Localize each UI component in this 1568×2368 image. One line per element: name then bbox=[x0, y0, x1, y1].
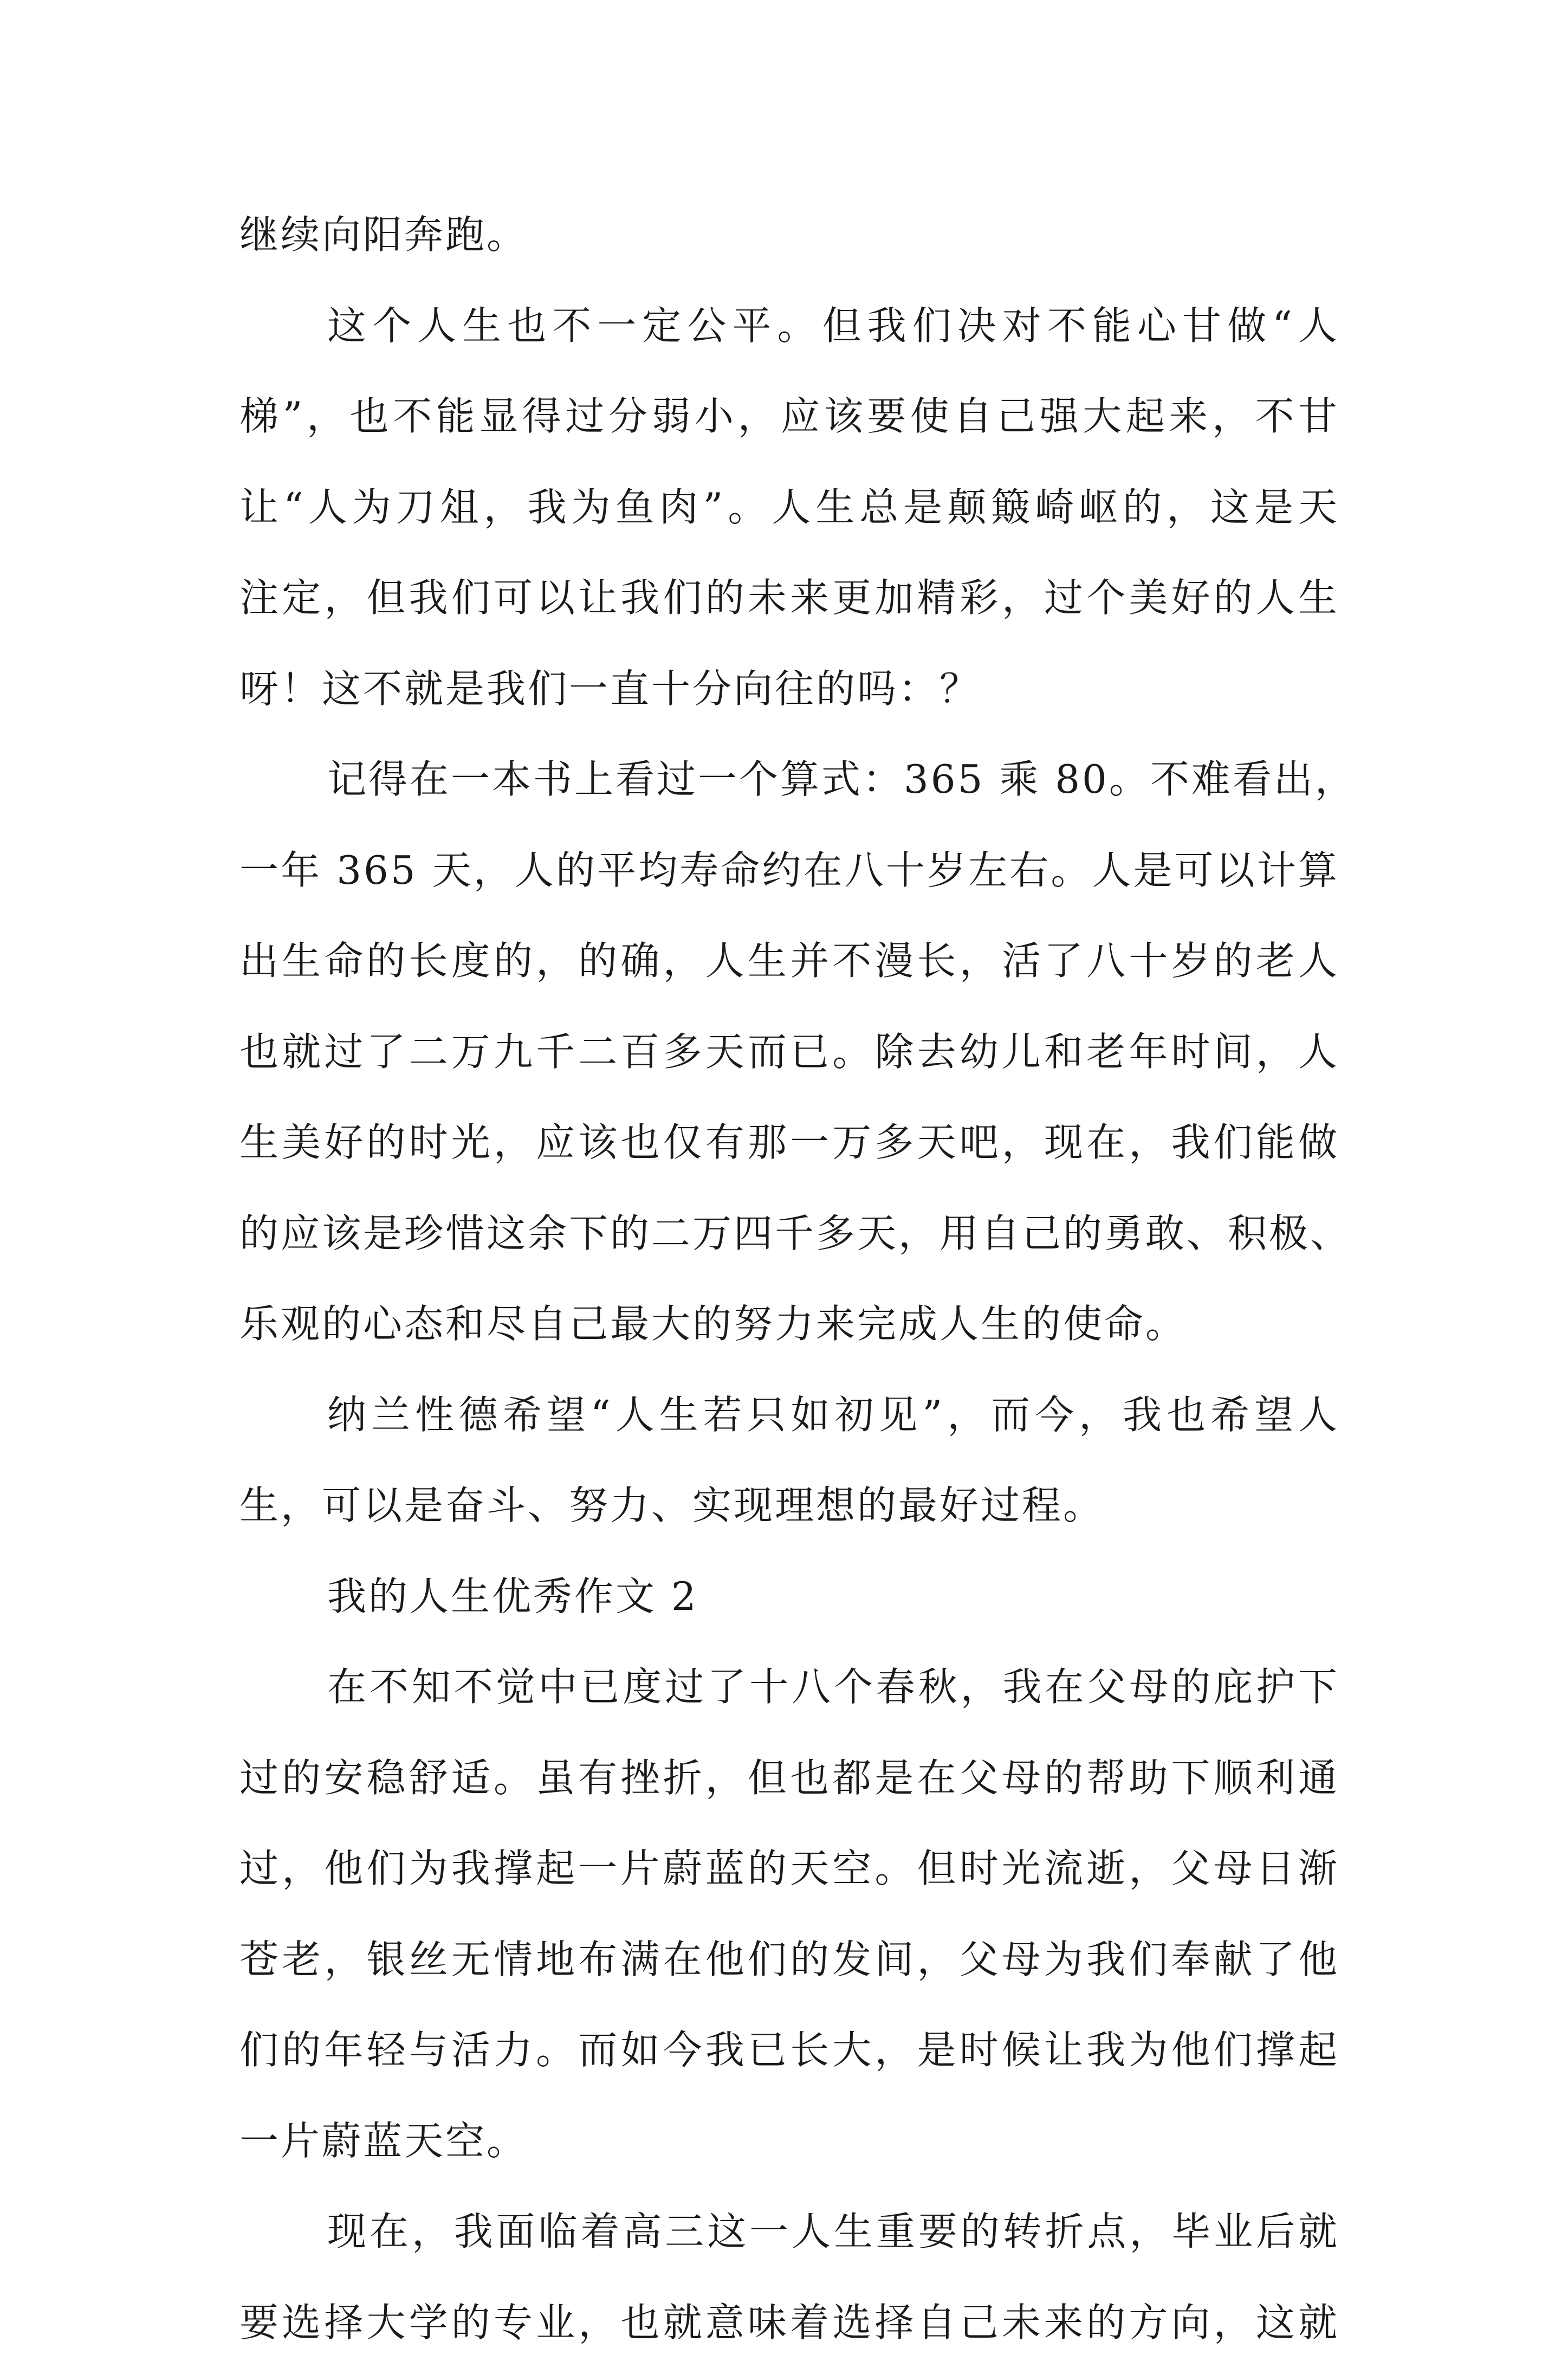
paragraph-line: 生，可以是奋斗、努力、实现理想的最好过程。 bbox=[239, 1460, 1339, 1551]
paragraph-line: 在不知不觉中已度过了十八个春秋，我在父母的庇护下 bbox=[239, 1642, 1339, 1733]
paragraph-line: 们的年轻与活力。而如今我已长大，是时候让我为他们撑起 bbox=[239, 2005, 1339, 2096]
paragraph-line: 继续向阳奔跑。 bbox=[239, 190, 1339, 281]
paragraph-line: 出生命的长度的，的确，人生并不漫长，活了八十岁的老人 bbox=[239, 916, 1339, 1007]
paragraph-line: 苍老，银丝无情地布满在他们的发间，父母为我们奉献了他 bbox=[239, 1914, 1339, 2005]
paragraph-line: 让“人为刀俎，我为鱼肉”。人生总是颠簸崎岖的，这是天 bbox=[239, 462, 1339, 553]
paragraph-line: 的应该是珍惜这余下的二万四千多天，用自己的勇敢、积极、 bbox=[239, 1188, 1339, 1279]
paragraph-line: 过的安稳舒适。虽有挫折，但也都是在父母的帮助下顺利通 bbox=[239, 1733, 1339, 1824]
paragraph-line: 生美好的时光，应该也仅有那一万多天吧，现在，我们能做 bbox=[239, 1097, 1339, 1188]
paragraph-line: 呀！这不就是我们一直十分向往的吗：？ bbox=[239, 644, 1339, 735]
paragraph-line: 这个人生也不一定公平。但我们决对不能心甘做“人 bbox=[239, 281, 1339, 372]
section-heading: 我的人生优秀作文 2 bbox=[239, 1551, 1339, 1642]
paragraph-line: 现在，我面临着高三这一人生重要的转折点，毕业后就 bbox=[239, 2186, 1339, 2278]
paragraph-line: 一年 365 天，人的平均寿命约在八十岁左右。人是可以计算 bbox=[239, 825, 1339, 916]
paragraph-line: 一片蔚蓝天空。 bbox=[239, 2096, 1339, 2187]
paragraph-line: 过，他们为我撑起一片蔚蓝的天空。但时光流逝，父母日渐 bbox=[239, 1823, 1339, 1914]
document-body bbox=[239, 190, 1339, 2368]
paragraph-line: 注定，但我们可以让我们的未来更加精彩，过个美好的人生 bbox=[239, 553, 1339, 644]
paragraph-line: 也就过了二万九千二百多天而已。除去幼儿和老年时间，人 bbox=[239, 1007, 1339, 1098]
paragraph-line: 纳兰性德希望“人生若只如初见”，而今，我也希望人 bbox=[239, 1370, 1339, 1461]
paragraph-line: 梯”，也不能显得过分弱小，应该要使自己强大起来，不甘 bbox=[239, 371, 1339, 462]
paragraph-line: 乐观的心态和尽自己最大的努力来完成人生的使命。 bbox=[239, 1279, 1339, 1370]
paragraph-line: 要选择大学的专业，也就意味着选择自己未来的方向，这就 bbox=[239, 2278, 1339, 2368]
paragraph-line: 记得在一本书上看过一个算式：365 乘 80。不难看出， bbox=[239, 734, 1339, 825]
